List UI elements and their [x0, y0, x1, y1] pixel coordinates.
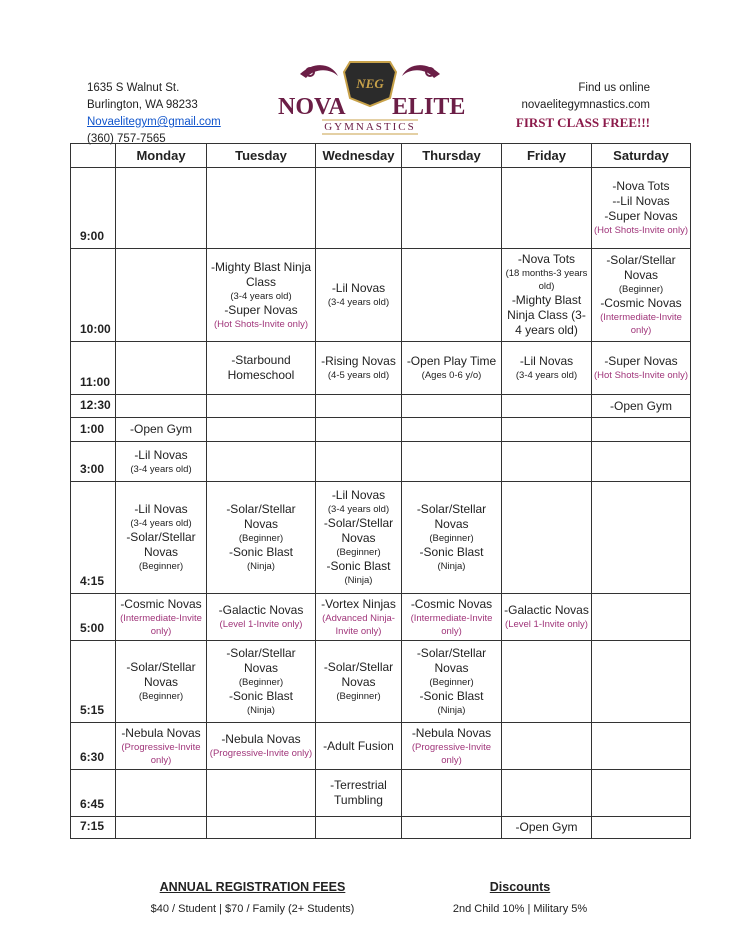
class-name: -Solar/Stellar Novas	[323, 660, 394, 689]
class-cell-tuesday	[207, 482, 316, 594]
class-name: -Solar/Stellar Novas	[323, 516, 394, 545]
class-cell-monday	[116, 168, 207, 249]
class-detail: (Beginner)	[618, 284, 664, 295]
class-cell-wednesday	[316, 641, 402, 723]
class-cell-monday	[116, 418, 207, 442]
class-detail: (Beginner)	[238, 677, 284, 688]
class-cell-wednesday	[316, 817, 402, 839]
discounts-value: 2nd Child 10% | Military 5%	[452, 903, 588, 915]
class-cell-friday	[502, 395, 592, 418]
class-cell-wednesday	[316, 168, 402, 249]
day-header-friday: Friday	[502, 144, 592, 168]
class-detail: (Beginner)	[238, 533, 284, 544]
class-cell-wednesday	[316, 418, 402, 442]
time-slot-label: 1:00	[71, 418, 116, 442]
class-name: -Lil Novas	[134, 447, 188, 462]
registration-fees	[120, 880, 385, 915]
class-cell-saturday	[592, 723, 691, 770]
class-detail: (Ninja)	[247, 561, 275, 572]
schedule-row	[71, 723, 691, 770]
class-cell-friday	[502, 442, 592, 482]
class-cell-saturday	[592, 395, 691, 418]
class-name: -Solar/Stellar Novas	[606, 253, 676, 282]
class-cell-thursday	[402, 442, 502, 482]
schedule-row	[71, 442, 691, 482]
schedule-row	[71, 770, 691, 817]
class-name: -Lil Novas	[134, 502, 188, 516]
class-cell-saturday	[592, 594, 691, 641]
class-name: -Solar/Stellar Novas	[416, 646, 487, 675]
class-detail: (4-5 years old)	[327, 370, 390, 381]
class-cell-tuesday	[207, 395, 316, 418]
class-name: -Lil Novas	[519, 354, 574, 368]
class-name: -Rising Novas	[321, 354, 396, 368]
schedule-row	[71, 395, 691, 418]
class-cell-friday	[502, 641, 592, 723]
class-detail: (3-4 years old)	[515, 370, 578, 381]
class-name: -Mighty Blast Ninja Class (3-4 years old)	[507, 293, 586, 337]
class-name: -Sonic Blast	[419, 545, 484, 559]
class-cell-friday	[502, 249, 592, 342]
class-cell-thursday	[402, 482, 502, 594]
class-detail: (3-4 years old)	[230, 290, 292, 302]
class-cell-friday	[502, 418, 592, 442]
class-detail: (Intermediate-Invite only)	[600, 312, 682, 336]
class-cell-tuesday	[207, 594, 316, 641]
class-name: -Mighty Blast Ninja Class	[210, 259, 312, 289]
time-slot-label: 3:00	[71, 442, 116, 482]
class-detail: (Beginner)	[138, 691, 184, 702]
class-name: -Cosmic Novas	[410, 596, 493, 611]
class-cell-thursday	[402, 395, 502, 418]
schedule-body	[71, 168, 691, 839]
class-name: -Solar/Stellar Novas	[226, 502, 296, 531]
class-detail: (Ninja)	[437, 705, 466, 716]
class-cell-monday	[116, 442, 207, 482]
class-cell-friday	[502, 723, 592, 770]
class-detail: (Beginner)	[429, 533, 474, 544]
schedule-row	[71, 817, 691, 839]
class-name: -Galactic Novas	[218, 603, 304, 617]
class-name: -Vortex Ninjas	[321, 596, 396, 611]
schedule-row	[71, 249, 691, 342]
class-detail: (Ninja)	[437, 561, 466, 572]
class-cell-tuesday	[207, 418, 316, 442]
class-cell-thursday	[402, 817, 502, 839]
nova-elite-logo	[270, 58, 470, 138]
class-name: -Open Gym	[129, 422, 192, 436]
class-detail: (Progressive-Invite only)	[209, 748, 313, 759]
class-name: -Solar/Stellar Novas	[126, 660, 196, 689]
class-cell-saturday	[592, 442, 691, 482]
class-name: -Solar/Stellar Novas	[126, 530, 196, 559]
logo-title-right: ELITE	[392, 94, 466, 120]
class-detail: (Beginner)	[336, 547, 381, 558]
class-cell-tuesday	[207, 442, 316, 482]
class-cell-monday	[116, 594, 207, 641]
phone-number: (360) 757-7565	[87, 133, 166, 145]
logo-title-left: NOVA	[278, 94, 346, 120]
class-detail: (Level 1-Invite only)	[505, 619, 588, 630]
class-detail: (Ninja)	[344, 575, 373, 586]
class-cell-saturday	[592, 817, 691, 839]
class-cell-saturday	[592, 168, 691, 249]
class-cell-thursday	[402, 418, 502, 442]
class-name: -Terrestrial Tumbling	[330, 778, 387, 807]
class-detail: (Advanced Ninja-Invite only)	[322, 612, 395, 637]
class-cell-tuesday	[207, 817, 316, 839]
class-name: -Lil Novas	[331, 488, 386, 502]
class-name: -Nebula Novas	[411, 725, 492, 740]
logo-badge-text: NEG	[356, 76, 384, 91]
day-header-wednesday: Wednesday	[316, 144, 402, 168]
class-cell-monday	[116, 482, 207, 594]
class-name: -Cosmic Novas	[120, 596, 202, 611]
class-cell-tuesday	[207, 641, 316, 723]
class-cell-monday	[116, 249, 207, 342]
address-line-2: Burlington, WA 98233	[87, 99, 198, 111]
class-detail: (Hot Shots-Invite only)	[594, 370, 688, 381]
class-cell-saturday	[592, 342, 691, 395]
discounts-heading: Discounts	[489, 880, 551, 894]
class-cell-tuesday	[207, 168, 316, 249]
schedule-table	[70, 143, 691, 839]
contact-info	[87, 80, 221, 148]
day-header-monday: Monday	[116, 144, 207, 168]
class-cell-saturday	[592, 418, 691, 442]
schedule-row	[71, 482, 691, 594]
online-info	[516, 80, 650, 131]
class-name: -Cosmic Novas	[600, 296, 682, 310]
time-slot-label: 6:45	[71, 770, 116, 817]
class-name: -Super Novas	[604, 209, 678, 223]
class-detail: (Level 1-Invite only)	[219, 619, 303, 630]
class-name: -Super Novas	[604, 354, 678, 368]
time-slot-label: 5:00	[71, 594, 116, 641]
class-cell-wednesday	[316, 723, 402, 770]
fees-heading: ANNUAL REGISTRATION FEES	[159, 880, 346, 894]
class-cell-friday	[502, 342, 592, 395]
fees-value: $40 / Student | $70 / Family (2+ Students)	[150, 903, 355, 915]
class-cell-friday	[502, 817, 592, 839]
class-cell-friday	[502, 168, 592, 249]
class-name: -Sonic Blast	[326, 559, 391, 573]
class-cell-wednesday	[316, 249, 402, 342]
class-detail: (3-4 years old)	[130, 463, 192, 475]
class-name: -Open Play Time	[406, 354, 497, 368]
class-detail: (Hot Shots-Invite only)	[214, 318, 308, 330]
corner-cell	[71, 144, 116, 168]
day-header-thursday: Thursday	[402, 144, 502, 168]
class-name: -Nebula Novas	[121, 725, 201, 740]
class-cell-wednesday	[316, 442, 402, 482]
class-name: -Super Novas	[224, 302, 298, 317]
class-cell-monday	[116, 641, 207, 723]
find-us-label: Find us online	[578, 82, 650, 94]
time-slot-label: 6:30	[71, 723, 116, 770]
class-cell-monday	[116, 723, 207, 770]
time-slot-label: 10:00	[71, 249, 116, 342]
time-slot-label: 7:15	[71, 817, 116, 839]
class-detail: (Hot Shots-Invite only)	[594, 225, 688, 236]
class-detail: (Ninja)	[247, 705, 275, 716]
website-link[interactable]: novaelitegymnastics.com	[521, 99, 650, 111]
class-detail: (18 months-3 years old)	[505, 268, 588, 292]
class-cell-thursday	[402, 249, 502, 342]
class-cell-tuesday	[207, 770, 316, 817]
class-detail: (Progressive-Invite only)	[121, 741, 201, 766]
class-detail: (3-4 years old)	[327, 297, 390, 308]
class-cell-tuesday	[207, 342, 316, 395]
class-cell-friday	[502, 770, 592, 817]
class-cell-saturday	[592, 249, 691, 342]
time-slot-label: 5:15	[71, 641, 116, 723]
class-detail: (Intermediate-Invite only)	[410, 612, 493, 637]
time-slot-label: 4:15	[71, 482, 116, 594]
class-name: -Open Gym	[515, 820, 578, 834]
time-slot-label: 12:30	[71, 395, 116, 418]
class-detail: (Ages 0-6 y/o)	[421, 370, 482, 381]
day-header-tuesday: Tuesday	[207, 144, 316, 168]
class-name: --Lil Novas	[612, 194, 670, 208]
class-detail: (Beginner)	[336, 691, 381, 702]
class-cell-thursday	[402, 723, 502, 770]
class-name: -Solar/Stellar Novas	[416, 502, 487, 531]
class-name: -Solar/Stellar Novas	[226, 646, 296, 675]
class-cell-thursday	[402, 594, 502, 641]
class-name: -Lil Novas	[331, 281, 386, 295]
schedule-row	[71, 418, 691, 442]
class-name: -Sonic Blast	[228, 545, 294, 559]
class-cell-saturday	[592, 770, 691, 817]
class-name: -Starbound Homeschool	[227, 353, 295, 382]
class-cell-monday	[116, 817, 207, 839]
class-cell-thursday	[402, 342, 502, 395]
class-cell-monday	[116, 342, 207, 395]
schedule-row	[71, 641, 691, 723]
class-cell-friday	[502, 594, 592, 641]
class-cell-wednesday	[316, 395, 402, 418]
class-cell-saturday	[592, 641, 691, 723]
class-cell-wednesday	[316, 594, 402, 641]
class-cell-saturday	[592, 482, 691, 594]
day-header-row	[71, 144, 691, 168]
class-detail: (3-4 years old)	[327, 504, 390, 515]
class-cell-wednesday	[316, 342, 402, 395]
class-cell-tuesday	[207, 249, 316, 342]
class-cell-wednesday	[316, 770, 402, 817]
class-name: -Sonic Blast	[228, 689, 294, 703]
time-slot-label: 11:00	[71, 342, 116, 395]
class-detail: (Intermediate-Invite only)	[120, 612, 202, 637]
class-cell-wednesday	[316, 482, 402, 594]
class-cell-friday	[502, 482, 592, 594]
class-detail: (Progressive-Invite only)	[411, 741, 492, 766]
class-detail: (3-4 years old)	[130, 518, 192, 529]
class-name: -Sonic Blast	[419, 689, 484, 703]
time-slot-label: 9:00	[71, 168, 116, 249]
email-link[interactable]: Novaelitegym@gmail.com	[87, 116, 221, 128]
schedule-row	[71, 168, 691, 249]
class-detail: (Beginner)	[138, 561, 184, 572]
day-header-saturday: Saturday	[592, 144, 691, 168]
class-name: -Open Gym	[609, 398, 672, 413]
class-cell-tuesday	[207, 723, 316, 770]
class-cell-thursday	[402, 168, 502, 249]
class-cell-thursday	[402, 770, 502, 817]
class-cell-monday	[116, 395, 207, 418]
class-name: -Nova Tots	[612, 179, 670, 193]
footer-fees	[0, 880, 738, 930]
class-name: -Nebula Novas	[221, 732, 301, 746]
class-name: -Adult Fusion	[323, 738, 394, 753]
logo-graphic	[270, 58, 470, 138]
promo-text: FIRST CLASS FREE!!!	[515, 115, 650, 130]
class-name: -Nova Tots	[517, 252, 576, 266]
logo-subtitle: GYMNASTICS	[324, 121, 416, 133]
class-name: -Galactic Novas	[504, 603, 589, 617]
class-cell-monday	[116, 770, 207, 817]
discounts	[420, 880, 620, 915]
class-cell-thursday	[402, 641, 502, 723]
address-line-1: 1635 S Walnut St.	[87, 82, 180, 94]
class-detail: (Beginner)	[429, 677, 474, 688]
schedule-row	[71, 342, 691, 395]
schedule-row	[71, 594, 691, 641]
